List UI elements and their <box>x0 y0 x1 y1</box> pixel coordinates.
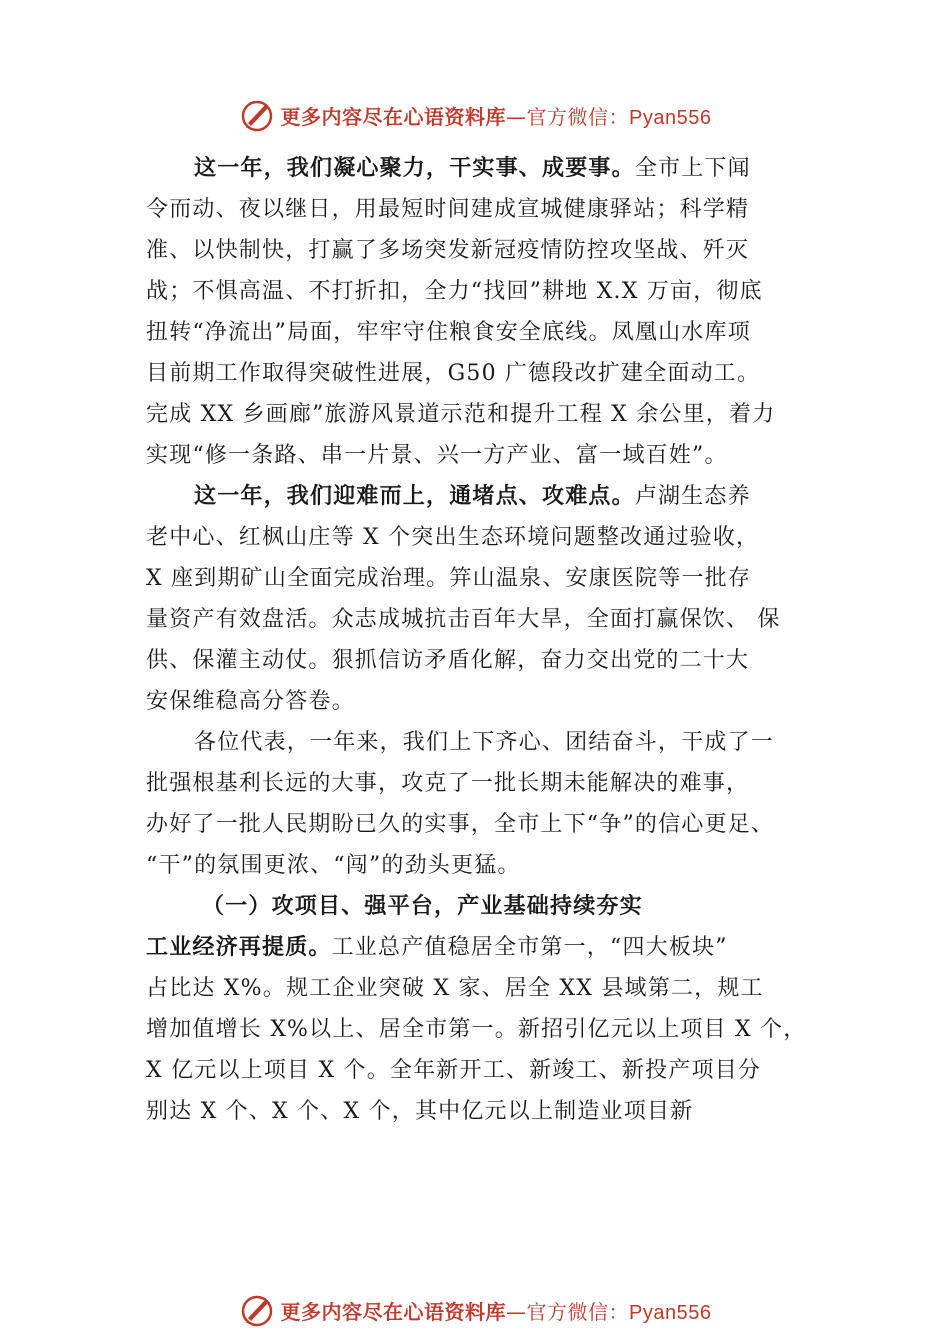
paragraph-line: 办好了一批人民期盼已久的实事，全市上下“争”的信心更足、 <box>146 812 775 837</box>
paragraph-line: 占比达 X%。规工企业突破 X 家、居全 XX 县域第二，规工 <box>146 976 764 1001</box>
line-text: 全市上下闻 <box>634 156 751 181</box>
brush-logo-icon <box>239 1292 275 1328</box>
paragraph-line <box>146 476 836 517</box>
paragraph-line <box>146 148 836 189</box>
paragraph-line: 扭转“净流出”局面，牢牢守住粮食安全底线。凤凰山水库项 <box>146 320 751 345</box>
brush-logo-icon <box>239 97 275 133</box>
paragraph-line: X 亿元以上项目 X 个。全年新开工、新竣工、新投产项目分 <box>146 1058 762 1083</box>
paragraph-line: 安保维稳高分答卷。 <box>146 689 355 714</box>
watermark-sub: 官方微信： <box>526 104 630 129</box>
paragraph-line: 战；不惧高温、不打折扣，全力“找回”耕地 X.X 万亩，彻底 <box>146 279 763 304</box>
paragraph-line: “干”的氛围更浓、“闯”的劲头更猛。 <box>146 853 521 878</box>
watermark-wechat: Pyan556 <box>629 1301 712 1324</box>
paragraph-line: 令而动、夜以继日，用最短时间建成宣城健康驿站；科学精 <box>146 197 750 222</box>
paragraph-line <box>146 927 836 968</box>
watermark-text-bottom <box>281 1296 712 1325</box>
watermark-wechat: Pyan556 <box>629 106 712 129</box>
watermark-banner-top <box>0 93 950 137</box>
paragraph-line: 老中心、红枫山庄等 X 个突出生态环境问题整改通过验收， <box>146 525 760 550</box>
section-heading-text: （一）攻项目、强平台，产业基础持续夯实 <box>202 893 643 919</box>
paragraph-line: 各位代表，一年来，我们上下齐心、团结奋斗，干成了一 <box>194 730 775 755</box>
watermark-banner-bottom <box>0 1288 950 1332</box>
bold-lead: 工业经济再提质。 <box>146 934 332 960</box>
watermark-sub: 官方微信： <box>526 1299 630 1324</box>
paragraph-line: 实现“修一条路、串一片景、兴一方产业、富一域百姓”。 <box>146 443 728 468</box>
watermark-main: 更多内容尽在心语资料库 <box>280 104 507 129</box>
bold-lead: 这一年，我们凝心聚力，干实事、成要事。 <box>194 155 635 181</box>
paragraph-line: 供、保灌主动仗。狠抓信访矛盾化解，奋力交出党的二十大 <box>146 648 750 673</box>
watermark-main: 更多内容尽在心语资料库 <box>280 1299 507 1324</box>
bold-lead: 这一年，我们迎难而上，通堵点、攻难点。 <box>194 483 635 509</box>
line-text: 工业总产值稳居全市第一，“四大板块” <box>331 935 728 960</box>
watermark-sep: — <box>506 104 527 129</box>
paragraph-line: 准、以快制快，打赢了多场突发新冠疫情防控攻坚战、歼灭 <box>146 238 750 263</box>
paragraph-line: X 座到期矿山全面完成治理。笄山温泉、安康医院等一批存 <box>146 566 752 591</box>
watermark-sep: — <box>506 1299 527 1324</box>
paragraph-line: 目前期工作取得突破性进展，G50 广德段改扩建全面动工。 <box>146 361 761 386</box>
paragraph-line: 完成 XX 乡画廊”旅游风景道示范和提升工程 X 余公里，着力 <box>146 402 776 427</box>
paragraph-line: 量资产有效盘活。众志成城抗击百年大旱，全面打赢保饮、 保 <box>146 607 781 632</box>
paragraph-line: 批强根基利长远的大事，攻克了一批长期未能解决的难事， <box>146 771 750 796</box>
watermark-text-top <box>281 101 712 130</box>
section-heading <box>146 886 836 927</box>
paragraph-line: 增加值增长 X%以上、居全市第一。新招引亿元以上项目 X 个， <box>146 1017 807 1042</box>
document-body <box>146 148 836 1132</box>
paragraph-line: 别达 X 个、X 个、X 个，其中亿元以上制造业项目新 <box>146 1099 694 1124</box>
line-text: 卢湖生态养 <box>634 484 751 509</box>
